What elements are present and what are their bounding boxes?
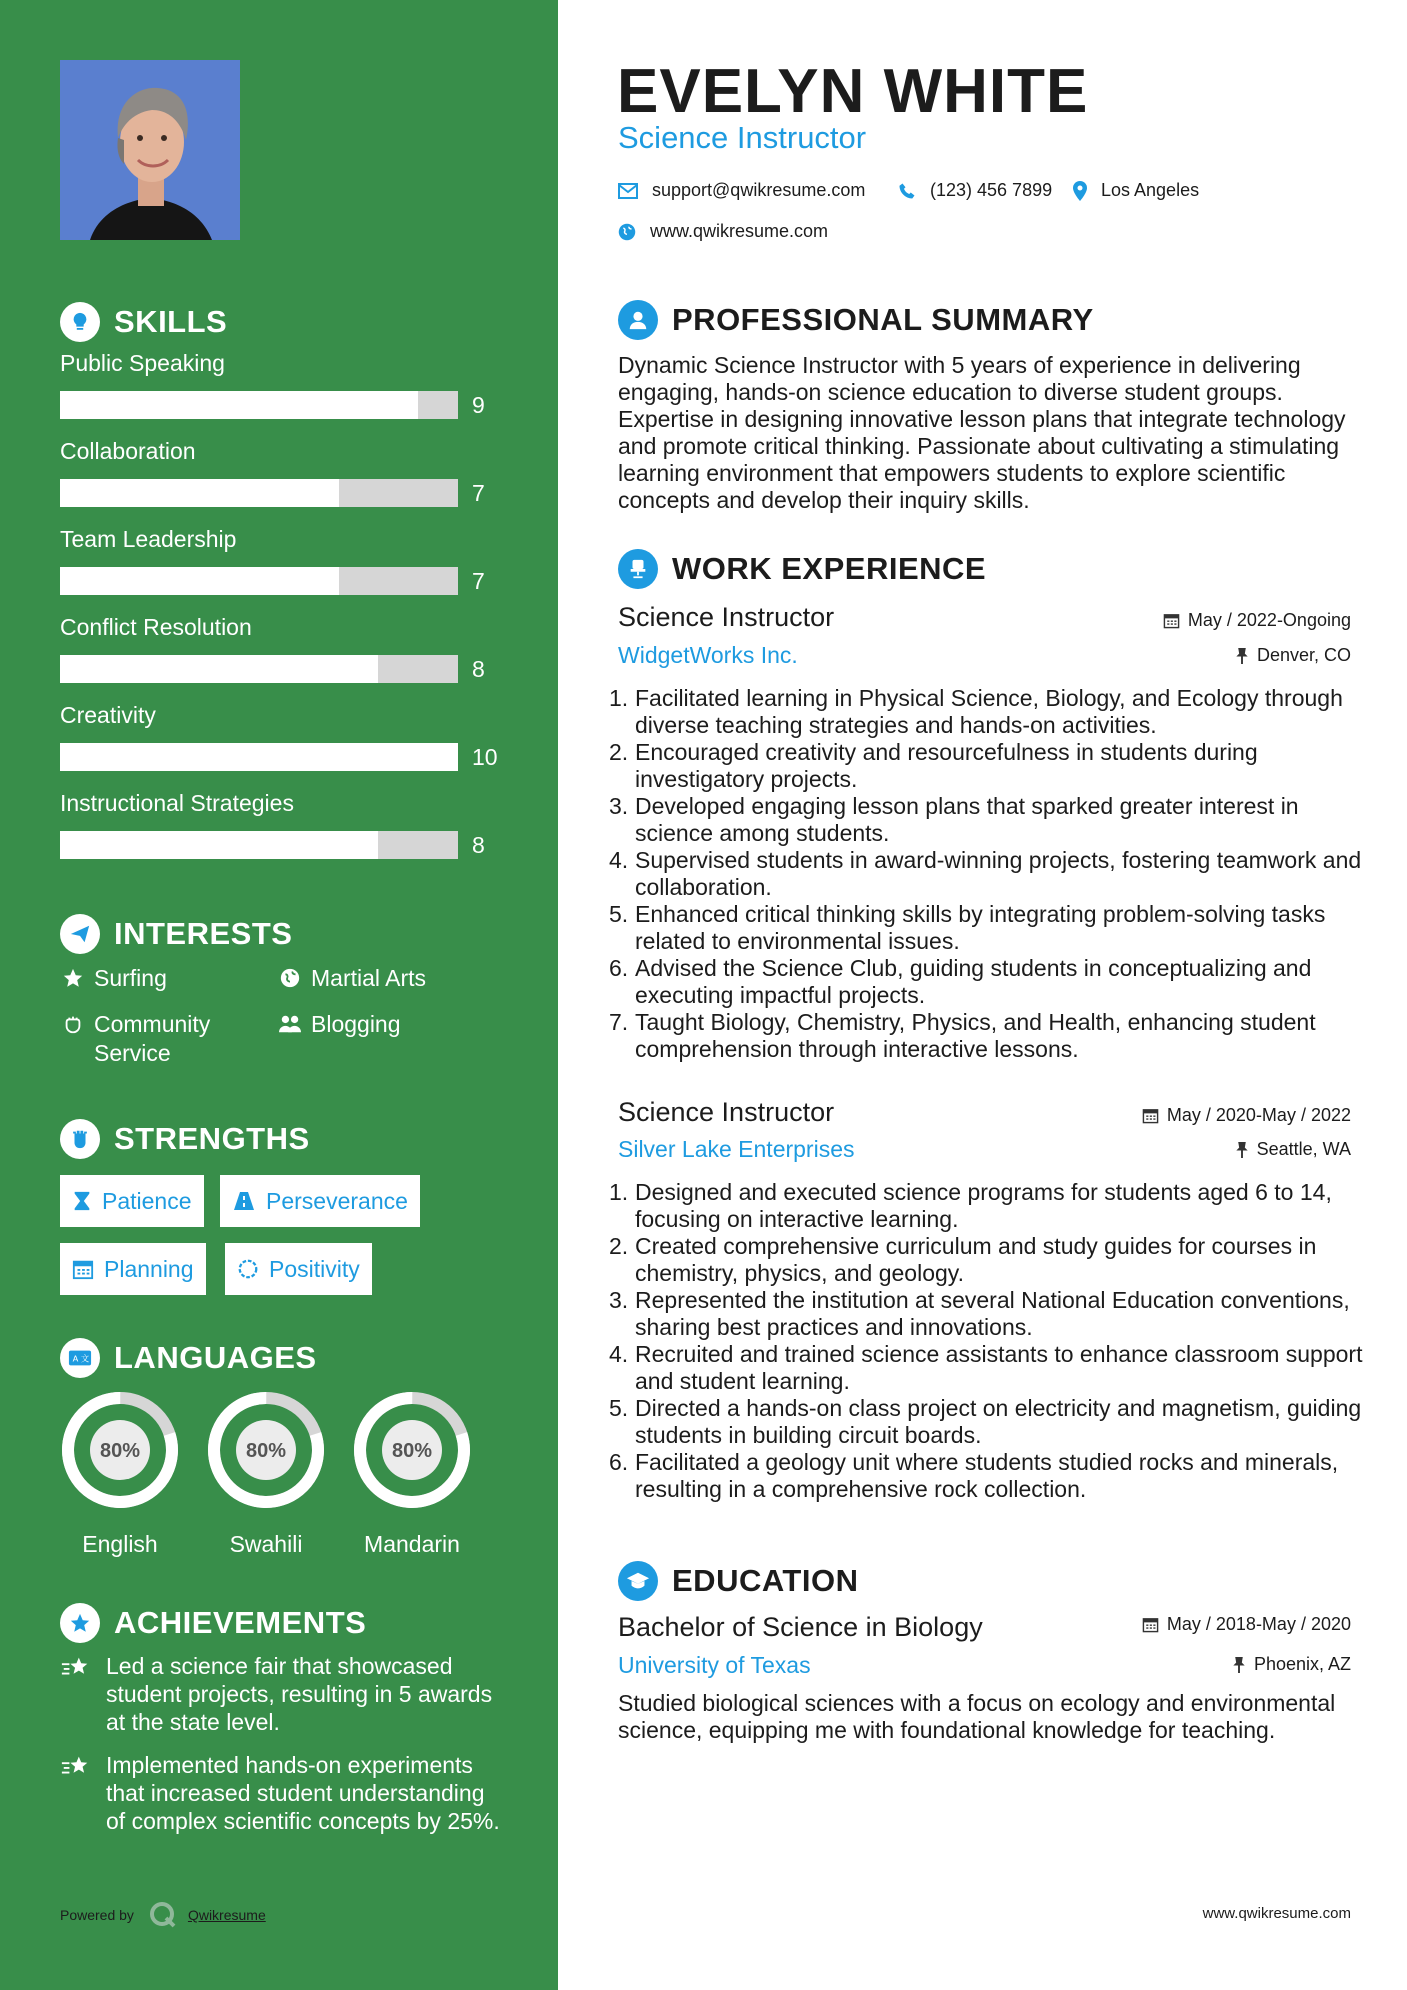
job-bullet [609,739,1369,793]
road-icon [232,1190,256,1212]
summary-title: PROFESSIONAL SUMMARY [672,302,1094,337]
language-item [204,1388,328,1558]
hourglass-icon [72,1190,92,1212]
contact-location [1073,180,1199,201]
job-bullet [609,847,1369,901]
skill-bar [60,567,458,595]
powered-by-label: Powered by [60,1907,134,1923]
languages-section-heading [60,1338,317,1378]
language-icon [60,1338,100,1378]
skill-bar [60,743,458,771]
language-progress-ring [58,1388,182,1512]
bullet-number: 6. [609,955,629,981]
skills-section-heading [60,302,227,342]
bullet-number: 6. [609,1449,629,1475]
bullet-number: 5. [609,901,629,927]
bullet-text: Directed a hands-on class project on electricity and magnetism, guiding students in building circuit boards. [635,1395,1362,1448]
calendar-icon [72,1258,94,1280]
strength-label: Patience [102,1187,192,1214]
bullet-text: Enhanced critical thinking skills by integrating problem-solving tasks related to environmental issues. [635,901,1326,954]
bullet-number: 7. [609,1009,629,1035]
languages-title: LANGUAGES [114,1340,317,1375]
summary-section-heading [618,300,1094,340]
contact-email[interactable] [618,180,865,201]
job-title: Science Instructor [618,602,835,632]
lightbulb-icon [60,302,100,342]
website-text: www.qwikresume.com [650,221,829,241]
skill-bar [60,655,458,683]
pushpin-icon [1235,1141,1249,1158]
language-name: Swahili [229,1531,303,1557]
bullet-number: 2. [609,1233,629,1259]
education-location [1232,1654,1351,1675]
job-bullet [609,1449,1369,1503]
job-bullet [609,1233,1369,1287]
skill-row [60,790,500,858]
skill-name: Collaboration [60,438,196,464]
job-title: Science Instructor [618,1097,835,1127]
candidate-role: Science Instructor [618,120,867,155]
qwikresume-link[interactable]: Qwikresume [187,1907,266,1923]
skill-name: Conflict Resolution [60,614,252,640]
achievement-item [60,1652,500,1736]
strength-tag-perseverance [220,1175,420,1227]
calendar-icon [1163,612,1180,629]
achievements-title: ACHIEVEMENTS [114,1605,367,1640]
bullet-text: Designed and executed science programs for students aged 6 to 14, focusing on interactive learning. [635,1179,1332,1232]
skill-row [60,702,500,770]
bullet-text: Encouraged creativity and resourcefulness in students during investigatory projects. [635,739,1258,792]
interests-section-heading [60,914,292,954]
calendar-icon [1142,1616,1159,1633]
profile-photo-illustration [60,60,240,240]
pushpin-icon [1232,1656,1246,1673]
pushpin-icon [1235,647,1249,664]
bullet-text: Facilitated a geology unit where students studied rocks and minerals, resulting in a comprehensive rock collection. [635,1449,1339,1502]
shooting-star-icon [60,1751,94,1785]
skill-level: 7 [472,480,485,506]
job-bullet [609,1009,1369,1063]
job-bullet [609,685,1369,739]
skill-bar-fill [60,655,378,683]
contact-website[interactable] [618,221,828,242]
footer-website[interactable]: www.qwikresume.com [1202,1905,1351,1922]
users-icon [277,1010,303,1035]
job-bullet [609,901,1369,955]
education-location-text: Phoenix, AZ [1253,1654,1351,1674]
achievements-section-heading [60,1603,366,1643]
globe-icon [277,964,303,989]
job-bullet [609,1395,1369,1449]
skill-level: 8 [472,832,485,858]
skill-level: 8 [472,656,485,682]
skill-level: 9 [472,392,485,418]
language-percent: 80% [391,1440,433,1462]
skill-bar-fill [60,831,378,859]
svg-text:文: 文 [80,1353,90,1364]
language-progress-ring [204,1388,328,1512]
bullet-text: Taught Biology, Chemistry, Physics, and Health, enhancing student comprehension through interactive lessons. [635,1009,1316,1062]
bullet-text: Supervised students in award-winning projects, fostering teamwork and collaboration. [635,847,1362,900]
location-text: Los Angeles [1101,180,1200,200]
main-content [558,0,1407,1990]
bullet-text: Created comprehensive curriculum and study guides for courses in chemistry, physics, and geology. [635,1233,1317,1286]
powered-by [60,1900,266,1930]
skill-level: 10 [472,744,498,770]
shooting-star-icon [60,1652,94,1686]
bullet-text: Represented the institution at several National Education conventions, sharing best practices and innovations. [635,1287,1350,1340]
strength-label: Planning [104,1255,194,1282]
job-bullet [609,793,1369,847]
paper-plane-icon [60,914,100,954]
skill-bar-fill [60,567,339,595]
language-item [350,1388,474,1558]
office-chair-icon [618,549,658,589]
hand-icon [60,1010,86,1035]
job-bullets [609,685,1369,1063]
strength-tag-patience [60,1175,204,1227]
skills-title: SKILLS [114,304,228,339]
strength-label: Positivity [269,1255,360,1282]
fist-icon [60,1119,100,1159]
education-dates [1142,1614,1351,1635]
strengths-section-heading [60,1119,310,1159]
interest-label: Martial Arts [311,965,427,991]
achievement-text: Led a science fair that showcased student projects, resulting in 5 awards at the state level. [106,1653,493,1735]
job-location [1235,1139,1351,1160]
map-pin-icon [1073,181,1087,201]
achievement-text: Implemented hands-on experiments that increased student understanding of complex scientific concepts by 25%. [106,1752,500,1834]
interests-title: INTERESTS [114,916,293,951]
summary-text: Dynamic Science Instructor with 5 years of experience in delivering engaging, hands-on science education to diverse student groups. Expertise in designing innovative lesson plans that integrate technology and promote critical thinking. Passionate about cultivating a stimulating learning environment that empowers students to explore scientific concepts and develop their inquiry skills. [618,352,1346,513]
skill-row [60,526,500,594]
job-bullets [609,1179,1369,1503]
interest-label: Blogging [311,1011,401,1037]
graduation-cap-icon [618,1561,658,1601]
svg-text:A: A [72,1353,79,1364]
job-company: Silver Lake Enterprises [618,1136,855,1162]
bullet-number: 2. [609,739,629,765]
job-company: WidgetWorks Inc. [618,642,798,668]
interest-item [60,964,167,993]
bullet-number: 3. [609,1287,629,1313]
interest-item [60,1010,260,1068]
bullet-number: 3. [609,793,629,819]
globe-icon [618,223,636,241]
job-bullet [609,955,1369,1009]
job-bullet [609,1179,1369,1233]
phone-icon [898,182,916,200]
achievement-item [60,1751,500,1835]
email-text: support@qwikresume.com [652,180,866,200]
qwikresume-logo-icon [148,1900,178,1930]
skill-bar [60,831,458,859]
envelope-icon [618,183,638,199]
bullet-text: Facilitated learning in Physical Science, Biology, and Ecology through diverse teaching strategies and hands-on activities. [635,685,1343,738]
interest-item [277,1010,401,1039]
interest-label: Community Service [94,1011,211,1066]
user-icon [618,300,658,340]
language-progress-ring [350,1388,474,1512]
bullet-number: 4. [609,847,629,873]
bullet-number: 1. [609,685,629,711]
language-item [58,1388,182,1558]
skill-bar [60,391,458,419]
job-location-text: Seattle, WA [1256,1139,1351,1159]
skill-row [60,438,500,506]
star-icon [60,964,86,989]
award-star-icon [60,1603,100,1643]
education-section-heading [618,1561,858,1601]
strength-label: Perseverance [266,1187,408,1214]
skill-name: Instructional Strategies [60,790,294,816]
job-location-text: Denver, CO [1256,645,1351,665]
skill-name: Team Leadership [60,526,237,552]
work-section-heading [618,549,986,589]
phone-text: (123) 456 7899 [930,180,1053,200]
skill-row [60,350,500,418]
circle-notch-icon [237,1258,259,1280]
job-dates-text: May / 2022-Ongoing [1187,610,1351,630]
strength-tag-planning [60,1243,206,1295]
education-dates-text: May / 2018-May / 2020 [1166,1614,1351,1634]
job-bullet [609,1341,1369,1395]
interest-label: Surfing [94,965,167,991]
sidebar [0,0,558,1990]
education-title: EDUCATION [672,1563,859,1598]
skill-name: Public Speaking [60,350,225,376]
skill-row [60,614,500,682]
bullet-text: Recruited and trained science assistants to enhance classroom support and student learning. [635,1341,1363,1394]
skill-level: 7 [472,568,485,594]
education-description: Studied biological sciences with a focus on ecology and environmental science, equipping me with foundational knowledge for teaching. [618,1690,1336,1743]
job-location [1235,645,1351,666]
interest-item [277,964,426,993]
profile-photo [60,60,240,240]
bullet-text: Advised the Science Club, guiding students in conceptualizing and executing impactful projects. [635,955,1312,1008]
skill-bar-fill [60,743,458,771]
skill-bar-fill [60,479,339,507]
bullet-number: 1. [609,1179,629,1205]
language-percent: 80% [245,1440,287,1462]
candidate-name: EVELYN WHITE [617,57,1089,126]
strength-tag-positivity [225,1243,372,1295]
skill-bar [60,479,458,507]
contact-phone[interactable] [898,180,1052,201]
skill-bar-fill [60,391,418,419]
job-dates-text: May / 2020-May / 2022 [1166,1105,1351,1125]
bullet-text: Developed engaging lesson plans that sparked greater interest in science among students. [635,793,1299,846]
education-school: University of Texas [618,1652,811,1678]
job-bullet [609,1287,1369,1341]
language-percent: 80% [99,1440,141,1462]
bullet-number: 4. [609,1341,629,1367]
strengths-title: STRENGTHS [114,1121,310,1156]
education-degree: Bachelor of Science in Biology [618,1612,983,1642]
job-dates [1163,610,1351,631]
work-title: WORK EXPERIENCE [672,551,987,586]
language-name: Mandarin [364,1531,460,1557]
language-name: English [82,1531,158,1557]
skill-name: Creativity [60,702,156,728]
bullet-number: 5. [609,1395,629,1421]
calendar-icon [1142,1107,1159,1124]
job-dates [1142,1105,1351,1126]
